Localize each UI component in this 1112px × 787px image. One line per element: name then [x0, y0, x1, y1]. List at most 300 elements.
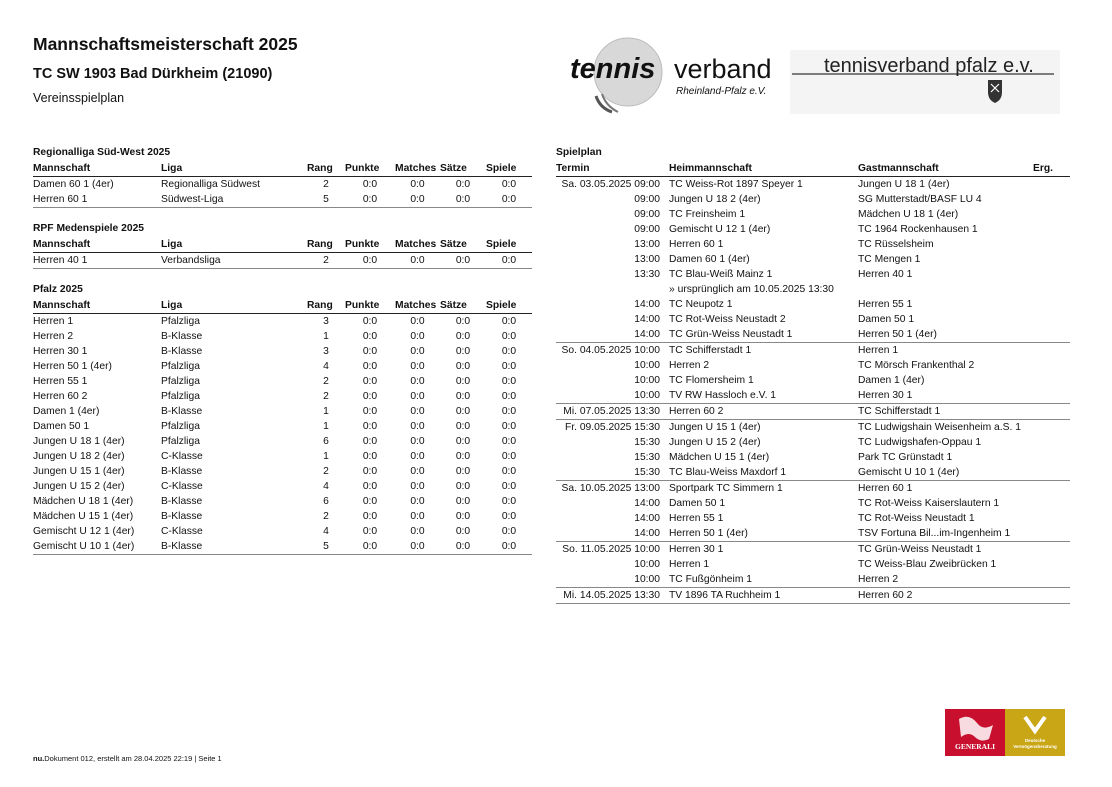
plan-row — [556, 496, 1070, 511]
cell-result — [1033, 511, 1070, 526]
footer-brand: nu. — [33, 754, 45, 763]
col-home: Heimmannschaft — [669, 161, 858, 177]
cell-result — [1033, 496, 1070, 511]
cell-points: 0:0 — [362, 391, 378, 402]
cell-team: Damen 50 1 — [33, 421, 90, 432]
cell-home: TC Rot-Weiss Neustadt 2 — [669, 314, 786, 325]
cell-term: 13:00 — [634, 239, 660, 250]
cell-home: TV RW Hassloch e.V. 1 — [669, 390, 777, 401]
cell-guest: Mädchen U 18 1 (4er) — [858, 209, 959, 220]
cell-rank: 3 — [323, 316, 329, 327]
logo-word-verband: verband — [674, 54, 772, 84]
cell-points: 0:0 — [345, 253, 395, 269]
cell-points: 0:0 — [362, 481, 378, 492]
col-sets: Sätze — [440, 298, 486, 314]
cell-matches: 0:0 — [410, 436, 425, 447]
cell-league: Pfalzliga — [161, 421, 200, 432]
cell-team: Herren 55 1 — [33, 376, 88, 387]
cell-result — [1033, 572, 1070, 588]
table-row — [33, 344, 532, 359]
table-row — [33, 419, 532, 434]
club-name: TC SW 1903 Bad Dürkheim (21090) — [33, 66, 273, 82]
cell-guest: TC Mengen 1 — [858, 254, 921, 265]
cell-home: Gemischt U 12 1 (4er) — [669, 224, 771, 235]
cell-result — [1033, 237, 1070, 252]
table-row — [33, 524, 532, 539]
cell-guest: Damen 50 1 — [858, 314, 915, 325]
section-title-rpf: RPF Medenspiele 2025 — [33, 223, 145, 234]
cell-result — [1033, 327, 1070, 343]
table-header — [33, 161, 532, 177]
plan-rows — [556, 177, 1070, 604]
cell-rank: 2 — [323, 511, 329, 522]
cell-term: Mi. 14.05.2025 13:30 — [556, 588, 669, 604]
cell-matches: 0:0 — [410, 451, 425, 462]
cell-guest: Herren 30 1 — [858, 390, 913, 401]
cell-home: Damen 60 1 (4er) — [669, 254, 750, 265]
cell-team: Damen 1 (4er) — [33, 406, 100, 417]
cell-team: Herren 40 1 — [33, 253, 161, 269]
cell-games: 0:0 — [501, 179, 517, 190]
cell-points: 0:0 — [362, 511, 378, 522]
sponsor-dvag-1: Deutsche — [1024, 738, 1046, 743]
plan-row — [556, 177, 1070, 193]
table-pfalz — [33, 298, 532, 555]
plan-row — [556, 237, 1070, 252]
col-team: Mannschaft — [33, 298, 161, 314]
cell-points: 0:0 — [362, 179, 378, 190]
cell-guest: TC Ludwigshafen-Oppau 1 — [858, 437, 982, 448]
cell-term: 09:00 — [634, 224, 660, 235]
cell-team: Mädchen U 15 1 (4er) — [33, 511, 134, 522]
cell-home: Herren 55 1 — [669, 513, 724, 524]
table-row — [33, 509, 532, 524]
cell-home: TC Blau-Weiss Maxdorf 1 — [669, 467, 787, 478]
cell-result — [1033, 588, 1070, 604]
table-row — [33, 449, 532, 464]
cell-guest: Herren 50 1 (4er) — [858, 329, 937, 340]
cell-league: Pfalzliga — [161, 376, 200, 387]
cell-games: 0:0 — [501, 496, 517, 507]
table-row — [33, 464, 532, 479]
cell-games: 0:0 — [501, 376, 517, 387]
cell-matches: 0:0 — [395, 253, 440, 269]
cell-matches: 0:0 — [410, 526, 425, 537]
cell-term: 14:00 — [634, 498, 660, 509]
cell-result — [1033, 420, 1070, 436]
cell-sets: 0:0 — [440, 253, 486, 269]
cell-matches: 0:0 — [410, 179, 425, 190]
cell-rank: 2 — [323, 179, 329, 190]
cell-guest: TC Rüsselsheim — [858, 239, 934, 250]
cell-home: TC Fußgönheim 1 — [669, 574, 752, 585]
plan-row — [556, 252, 1070, 267]
cell-points: 0:0 — [362, 331, 378, 342]
col-team: Mannschaft — [33, 237, 161, 253]
cell-games: 0:0 — [501, 466, 517, 477]
cell-guest: TC Schifferstadt 1 — [858, 404, 1033, 420]
cell-rank: 3 — [323, 346, 329, 357]
cell-term: 10:00 — [634, 375, 660, 386]
tennisverband-pfalz-logo — [790, 50, 1060, 114]
cell-term: 13:30 — [634, 269, 660, 280]
cell-rank: 4 — [323, 481, 329, 492]
cell-points: 0:0 — [362, 316, 378, 327]
cell-guest: TC 1964 Rockenhausen 1 — [858, 224, 978, 235]
cell-home: Herren 1 — [669, 559, 710, 570]
cell-rank: 4 — [323, 361, 329, 372]
cell-term: So. 11.05.2025 10:00 — [556, 542, 669, 558]
section-title-regionalliga: Regionalliga Süd-West 2025 — [33, 147, 171, 158]
cell-rank: 1 — [323, 451, 329, 462]
logo-subtitle: Rheinland-Pfalz e.V. — [676, 86, 767, 97]
cell-term: 14:00 — [634, 314, 660, 325]
table-row — [33, 494, 532, 509]
cell-term: 10:00 — [634, 390, 660, 401]
cell-team: Gemischt U 12 1 (4er) — [33, 526, 135, 537]
cell-sets: 0:0 — [455, 511, 471, 522]
cell-team: Herren 60 1 — [33, 192, 161, 208]
rows — [33, 314, 532, 555]
cell-points: 0:0 — [362, 466, 378, 477]
cell-home: TC Grün-Weiss Neustadt 1 — [669, 329, 793, 340]
cell-team: Mädchen U 18 1 (4er) — [33, 496, 134, 507]
col-result: Erg. — [1033, 161, 1070, 177]
cell-term: So. 04.05.2025 10:00 — [556, 343, 669, 359]
cell-home: Sportpark TC Simmern 1 — [669, 481, 858, 497]
cell-team: Herren 1 — [33, 316, 74, 327]
cell-term: Sa. 03.05.2025 09:00 — [561, 179, 660, 190]
col-term: Termin — [556, 161, 669, 177]
cell-result — [1033, 192, 1070, 207]
cell-sets: 0:0 — [455, 316, 471, 327]
col-points: Punkte — [345, 298, 395, 314]
col-sets: Sätze — [440, 161, 486, 177]
logo-word-tennis: tennis — [570, 53, 656, 85]
plan-row — [556, 343, 1070, 359]
cell-sets: 0:0 — [440, 192, 486, 208]
cell-result — [1033, 404, 1070, 420]
table-row — [33, 253, 532, 269]
cell-home: TC Blau-Weiß Mainz 1 — [669, 269, 773, 280]
cell-sets: 0:0 — [455, 451, 471, 462]
cell-games: 0:0 — [501, 436, 517, 447]
col-matches: Matches — [395, 237, 440, 253]
cell-matches: 0:0 — [410, 316, 425, 327]
cell-league: Pfalzliga — [161, 391, 200, 402]
cell-guest: Jungen U 18 1 (4er) — [858, 179, 950, 190]
cell-result — [1033, 435, 1070, 450]
cell-term: Sa. 10.05.2025 13:00 — [556, 481, 669, 497]
cell-rank: 6 — [323, 436, 329, 447]
plan-row — [556, 420, 1070, 436]
footer-text: Dokument 012, erstellt am 28.04.2025 22:19 | Seite 1 — [44, 754, 222, 763]
cell-matches: 0:0 — [410, 376, 425, 387]
table-row — [33, 177, 532, 193]
plan-header — [556, 161, 1070, 177]
cell-team: Damen 60 1 (4er) — [33, 179, 114, 190]
cell-league: Pfalzliga — [161, 316, 200, 327]
cell-guest: SG Mutterstadt/BASF LU 4 — [858, 194, 982, 205]
cell-league: C-Klasse — [161, 451, 203, 462]
cell-points: 0:0 — [362, 346, 378, 357]
cell-sets: 0:0 — [455, 436, 471, 447]
plan-row — [556, 588, 1070, 604]
cell-result — [1033, 358, 1070, 373]
col-rank: Rang — [307, 161, 345, 177]
cell-games: 0:0 — [501, 481, 517, 492]
cell-league: Pfalzliga — [161, 361, 200, 372]
cell-rank: 4 — [323, 526, 329, 537]
cell-games: 0:0 — [501, 316, 517, 327]
plan-row — [556, 207, 1070, 222]
cell-games: 0:0 — [501, 451, 517, 462]
col-points: Punkte — [345, 161, 395, 177]
cell-league: B-Klasse — [161, 466, 203, 477]
rows — [33, 253, 532, 269]
page-title: Mannschaftsmeisterschaft 2025 — [33, 34, 298, 54]
cell-rank: 5 — [307, 192, 345, 208]
cell-sets: 0:0 — [455, 361, 471, 372]
cell-points: 0:0 — [345, 539, 395, 555]
cell-games: 0:0 — [501, 526, 517, 537]
cell-sets: 0:0 — [455, 391, 471, 402]
cell-result — [1033, 388, 1070, 404]
plan-table — [556, 161, 1070, 604]
col-team: Mannschaft — [33, 161, 161, 177]
cell-points: 0:0 — [362, 526, 378, 537]
cell-home: » ursprünglich am 10.05.2025 13:30 — [669, 284, 834, 295]
sponsor-dvag-2: Vermögensberatung — [1013, 744, 1057, 749]
plan-row — [556, 526, 1070, 542]
table-rpf — [33, 237, 532, 269]
cell-result — [1033, 177, 1070, 193]
plan-row — [556, 192, 1070, 207]
cell-home: Jungen U 15 2 (4er) — [669, 437, 761, 448]
cell-guest: Damen 1 (4er) — [858, 375, 925, 386]
cell-sets: 0:0 — [455, 346, 471, 357]
cell-matches: 0:0 — [410, 346, 425, 357]
cell-home: TC Flomersheim 1 — [669, 375, 754, 386]
col-guest: Gastmannschaft — [858, 161, 1033, 177]
col-rank: Rang — [307, 298, 345, 314]
plan-row — [556, 222, 1070, 237]
cell-rank: 5 — [307, 539, 345, 555]
cell-home: Herren 30 1 — [669, 542, 858, 558]
cell-result — [1033, 557, 1070, 572]
cell-matches: 0:0 — [395, 192, 440, 208]
cell-result — [1033, 297, 1070, 312]
cell-games: 0:0 — [501, 346, 517, 357]
plan-row — [556, 404, 1070, 420]
cell-guest: TC Rot-Weiss Kaiserslautern 1 — [858, 498, 1000, 509]
cell-result — [1033, 343, 1070, 359]
cell-league: Pfalzliga — [161, 436, 200, 447]
cell-sets: 0:0 — [455, 331, 471, 342]
cell-term: 14:00 — [634, 299, 660, 310]
cell-home: TV 1896 TA Ruchheim 1 — [669, 588, 858, 604]
cell-term: 15:30 — [634, 467, 660, 478]
plan-row — [556, 327, 1070, 343]
cell-league: B-Klasse — [161, 511, 203, 522]
cell-points: 0:0 — [345, 192, 395, 208]
col-league: Liga — [161, 298, 307, 314]
cell-home: Jungen U 15 1 (4er) — [669, 420, 858, 436]
col-league: Liga — [161, 161, 307, 177]
cell-guest: TC Ludwigshain Weisenheim a.S. 1 — [858, 420, 1033, 436]
cell-matches: 0:0 — [395, 539, 440, 555]
cell-points: 0:0 — [362, 436, 378, 447]
plan-title: Spielplan — [556, 147, 602, 158]
plan-row — [556, 435, 1070, 450]
cell-games: 0:0 — [486, 253, 532, 269]
cell-sets: 0:0 — [455, 481, 471, 492]
cell-home: TC Schifferstadt 1 — [669, 343, 858, 359]
cell-league: B-Klasse — [161, 496, 203, 507]
cell-rank: 1 — [323, 331, 329, 342]
rows — [33, 177, 532, 208]
cell-league: B-Klasse — [161, 539, 307, 555]
cell-term: Fr. 09.05.2025 15:30 — [556, 420, 669, 436]
cell-home: Herren 2 — [669, 360, 710, 371]
cell-games: 0:0 — [501, 391, 517, 402]
section-title-pfalz: Pfalz 2025 — [33, 284, 83, 295]
cell-result — [1033, 312, 1070, 327]
table-header — [33, 298, 532, 314]
cell-games: 0:0 — [486, 539, 532, 555]
col-matches: Matches — [395, 161, 440, 177]
cell-result — [1033, 526, 1070, 542]
sponsor-generali: GENERALI — [954, 742, 996, 751]
cell-games: 0:0 — [501, 406, 517, 417]
cell-result — [1033, 282, 1070, 297]
cell-guest: Gemischt U 10 1 (4er) — [858, 467, 960, 478]
table-row — [33, 192, 532, 208]
cell-points: 0:0 — [362, 421, 378, 432]
cell-games: 0:0 — [501, 511, 517, 522]
cell-matches: 0:0 — [410, 511, 425, 522]
logo-pfalz-text: tennisverband pfalz e.v. — [824, 55, 1034, 77]
table-row — [33, 374, 532, 389]
cell-term: Mi. 07.05.2025 13:30 — [556, 404, 669, 420]
cell-team: Gemischt U 10 1 (4er) — [33, 539, 161, 555]
cell-guest: TC Rot-Weiss Neustadt 1 — [858, 513, 975, 524]
cell-sets: 0:0 — [440, 539, 486, 555]
cell-team: Jungen U 18 1 (4er) — [33, 436, 125, 447]
cell-games: 0:0 — [501, 361, 517, 372]
cell-league: Verbandsliga — [161, 253, 307, 269]
cell-team: Herren 30 1 — [33, 346, 88, 357]
table-row — [33, 434, 532, 449]
cell-sets: 0:0 — [455, 406, 471, 417]
col-sets: Sätze — [440, 237, 486, 253]
col-league: Liga — [161, 237, 307, 253]
cell-league: C-Klasse — [161, 526, 203, 537]
plan-row — [556, 542, 1070, 558]
table-row — [33, 539, 532, 555]
plan-row — [556, 297, 1070, 312]
cell-matches: 0:0 — [410, 421, 425, 432]
cell-rank: 1 — [323, 406, 329, 417]
cell-team: Jungen U 18 2 (4er) — [33, 451, 125, 462]
plan-row — [556, 465, 1070, 481]
cell-term: 10:00 — [634, 559, 660, 570]
cell-home: TC Weiss-Rot 1897 Speyer 1 — [669, 179, 803, 190]
plan-row — [556, 557, 1070, 572]
cell-matches: 0:0 — [410, 391, 425, 402]
cell-guest: Herren 40 1 — [858, 269, 913, 280]
cell-result — [1033, 481, 1070, 497]
cell-home: Mädchen U 15 1 (4er) — [669, 452, 770, 463]
col-games: Spiele — [486, 298, 532, 314]
cell-term — [556, 282, 669, 297]
cell-result — [1033, 542, 1070, 558]
cell-guest: TC Mörsch Frankenthal 2 — [858, 360, 975, 371]
sponsor-logos — [945, 709, 1065, 756]
cell-guest: Herren 60 2 — [858, 588, 1033, 604]
cell-league: C-Klasse — [161, 481, 203, 492]
cell-sets: 0:0 — [455, 376, 471, 387]
table-row — [33, 404, 532, 419]
cell-home: Damen 50 1 — [669, 498, 726, 509]
cell-rank: 2 — [323, 466, 329, 477]
cell-term: 09:00 — [634, 209, 660, 220]
cell-home: Herren 60 1 — [669, 239, 724, 250]
cell-points: 0:0 — [362, 496, 378, 507]
cell-result — [1033, 450, 1070, 465]
cell-league: Südwest-Liga — [161, 192, 307, 208]
cell-guest: Herren 1 — [858, 343, 1033, 359]
col-rank: Rang — [307, 237, 345, 253]
cell-team: Herren 50 1 (4er) — [33, 361, 112, 372]
cell-team: Herren 2 — [33, 331, 74, 342]
cell-result — [1033, 373, 1070, 388]
cell-games: 0:0 — [501, 331, 517, 342]
table-regionalliga — [33, 161, 532, 208]
cell-matches: 0:0 — [410, 496, 425, 507]
cell-term: 14:00 — [634, 528, 660, 539]
cell-rank: 2 — [323, 391, 329, 402]
cell-term: 10:00 — [634, 574, 660, 585]
cell-matches: 0:0 — [410, 331, 425, 342]
cell-sets: 0:0 — [455, 496, 471, 507]
cell-guest: TSV Fortuna Bil...im-Ingenheim 1 — [858, 528, 1011, 539]
cell-home: Jungen U 18 2 (4er) — [669, 194, 761, 205]
cell-games: 0:0 — [501, 421, 517, 432]
cell-result — [1033, 222, 1070, 237]
table-header — [33, 237, 532, 253]
cell-sets: 0:0 — [455, 421, 471, 432]
table-row — [33, 359, 532, 374]
footer — [33, 754, 222, 763]
cell-rank: 2 — [323, 376, 329, 387]
cell-sets: 0:0 — [455, 526, 471, 537]
plan-row — [556, 373, 1070, 388]
cell-points: 0:0 — [362, 361, 378, 372]
cell-rank: 6 — [323, 496, 329, 507]
cell-points: 0:0 — [362, 376, 378, 387]
plan-row — [556, 267, 1070, 282]
cell-result — [1033, 252, 1070, 267]
cell-points: 0:0 — [362, 406, 378, 417]
cell-guest: Park TC Grünstadt 1 — [858, 452, 953, 463]
cell-home: TC Freinsheim 1 — [669, 209, 746, 220]
cell-games: 0:0 — [486, 192, 532, 208]
cell-points: 0:0 — [362, 451, 378, 462]
plan-row — [556, 450, 1070, 465]
cell-home: Herren 50 1 (4er) — [669, 528, 748, 539]
cell-sets: 0:0 — [455, 179, 471, 190]
